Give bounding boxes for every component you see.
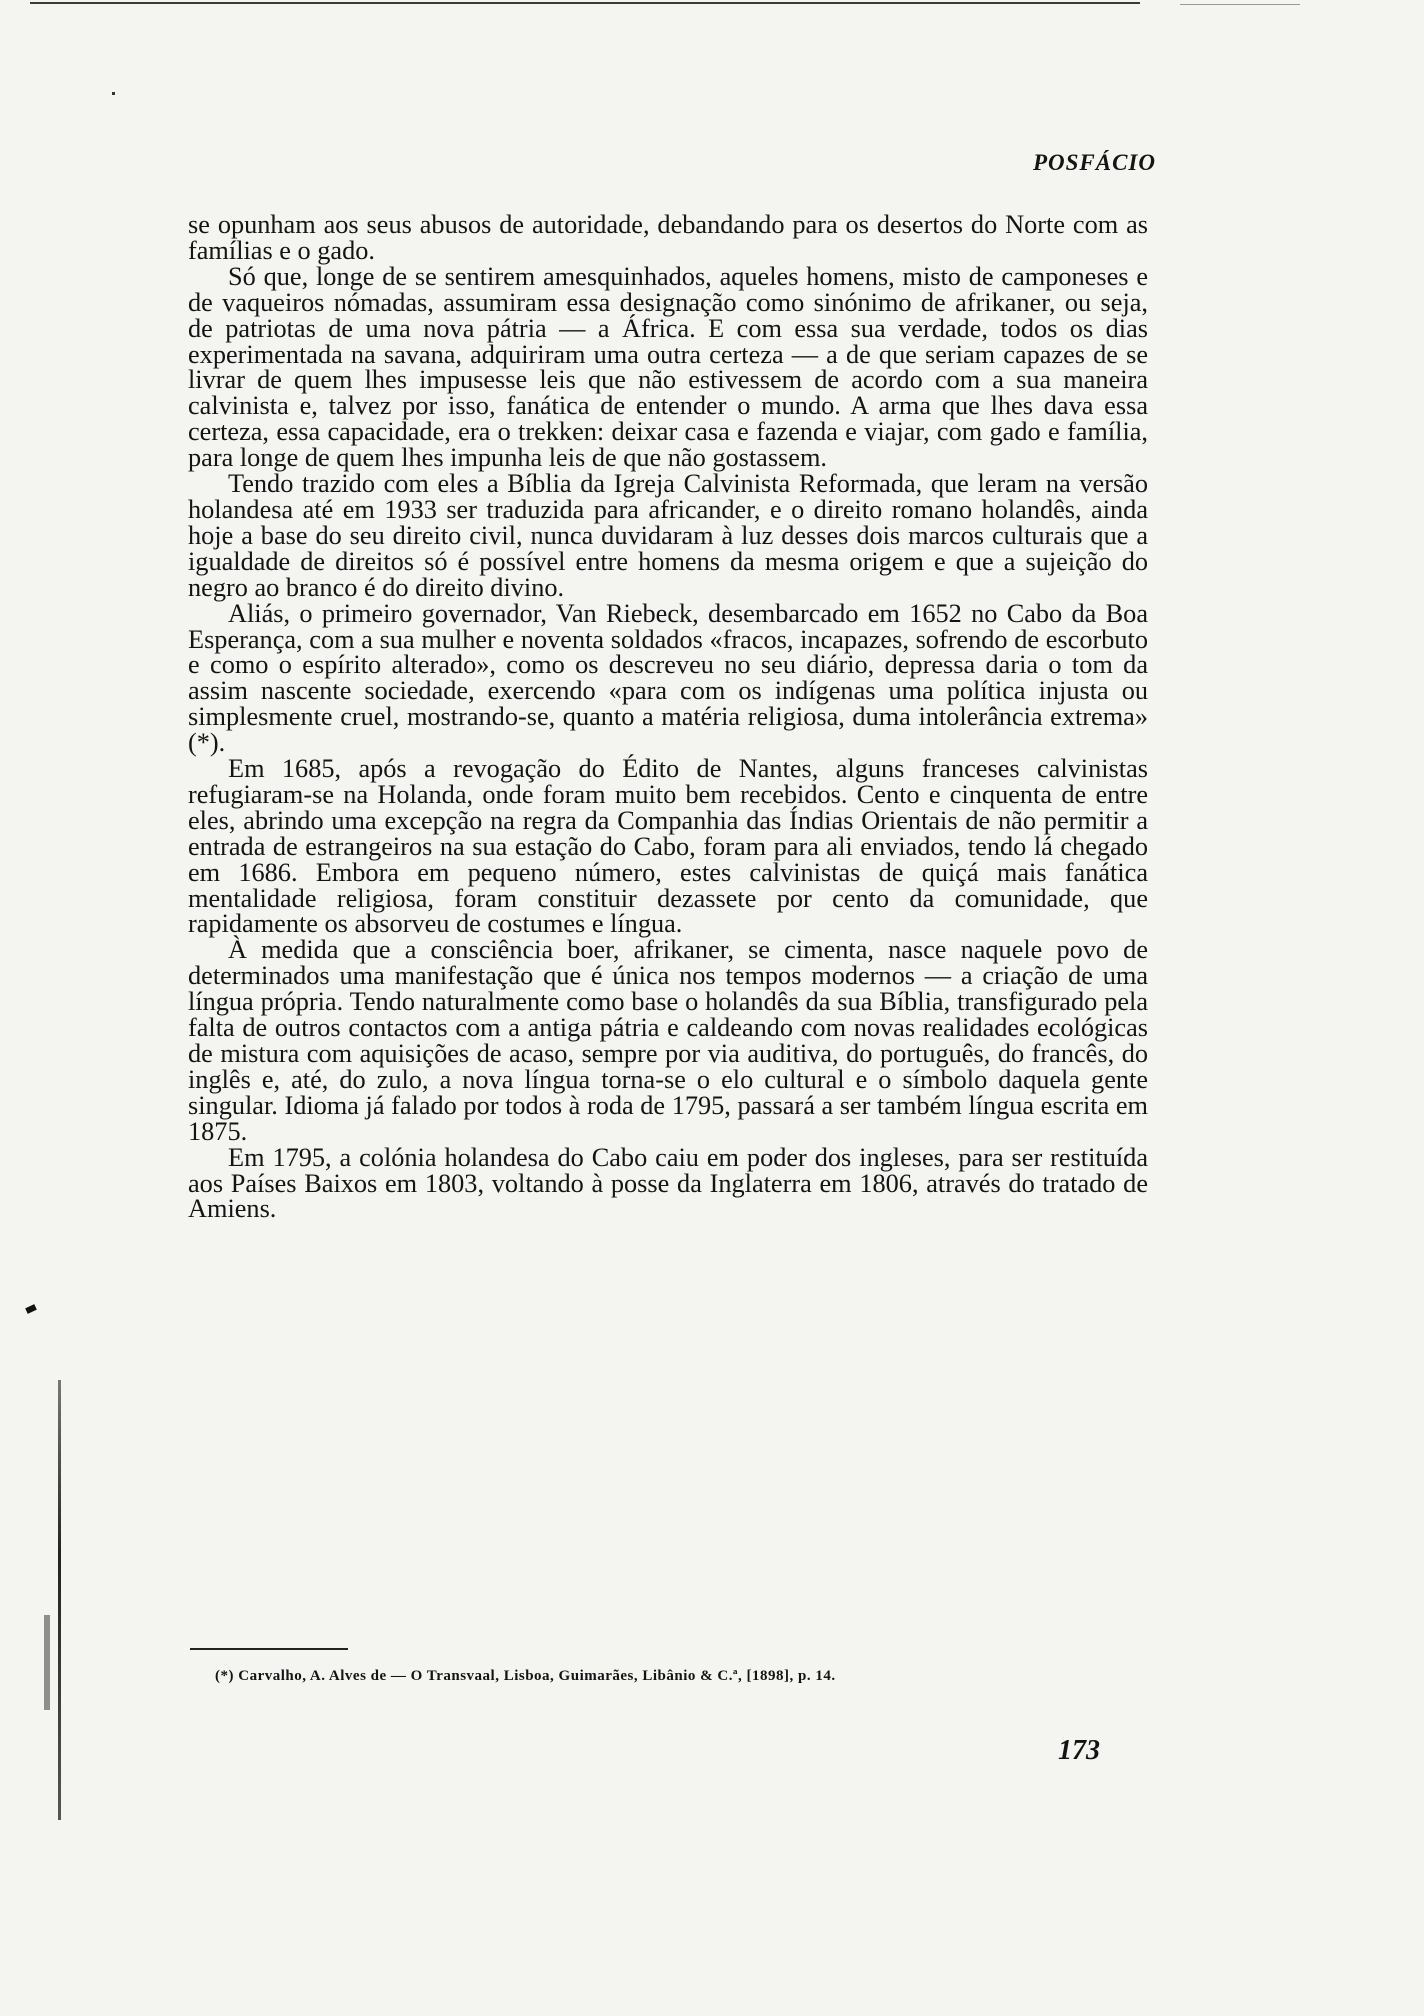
paragraph-3: Tendo trazido com eles a Bíblia da Igreja Calvinista Reformada, que leram na versão holandesa até em 1933 ser traduzida para africander, e o direito romano holandês, ainda hoje a base do seu direito civil, nunca duvidaram à luz desses dois marcos culturais que a igualdade de direitos só é possível entre homens da mesma origem e que a sujeição do negro ao branco é do direito divino. <box>188 469 1148 602</box>
paragraph-7: Em 1795, a colónia holandesa do Cabo caiu em poder dos ingleses, para ser restituída aos Países Baixos em 1803, voltando à posse da Inglaterra em 1806, através do tratado de Amiens. <box>188 1142 1148 1224</box>
paragraph-1: se opunham aos seus abusos de autoridade, debandando para os desertos do Norte com as famílias e o gado. <box>188 210 1148 265</box>
paragraph-5: Em 1685, após a revogação do Édito de Nantes, alguns franceses calvinistas refugiaram-se na Holanda, onde foram muito bem recebidos. Cento e cinquenta de entre eles, abrindo uma excepção na regra da Companhia das Índias Orientais de não permitir a entrada de estrangeiros na sua estação do Cabo, foram para ali enviados, tendo lá chegado em 1686. Embora em pequeno número, estes calvinistas de quiçá mais fanática mentalidade religiosa, foram constituir dezassete por cento da comunidade, que rapidamente os absorveu de costumes e língua. <box>188 754 1148 939</box>
scan-ink-mark <box>25 1304 37 1314</box>
footnote: (*) Carvalho, A. Alves de — O Transvaal, Lisboa, Guimarães, Libânio & C.ª, [1898], p. 14. <box>215 1668 836 1684</box>
paragraph-2: Só que, longe de se sentirem amesquinhados, aqueles homens, misto de camponeses e de vaqueiros nómadas, assumiram essa designação como sinónimo de afrikaner, ou seja, de patriotas de uma nova pátria — a África. E com essa sua verdade, todos os dias experimentada na savana, adquiriram uma outra certeza — a de que seriam capazes de se livrar de quem lhes impusesse leis que não estivessem de acordo com a sua maneira calvinista e, talvez por isso, fanática de entender o mundo. A arma que lhes dava essa certeza, essa capacidade, era o trekken: deixar casa e fazenda e viajar, com gado e família, para longe de quem lhes impunha leis de que não gostassem. <box>188 261 1148 473</box>
paragraph-4: Aliás, o primeiro governador, Van Riebeck, desembarcado em 1652 no Cabo da Boa Esperança, com a sua mulher e noventa soldados «fracos, incapazes, sofrendo de escorbuto e como o espírito alterado», como os descreveu no seu diário, depressa daria o tom da assim nascente sociedade, exercendo «para com os indígenas uma política injusta ou simplesmente cruel, mostrando-se, quanto a matéria religiosa, duma intolerância extrema» (*). <box>188 598 1148 758</box>
scan-edge-top-fragment <box>1180 4 1300 5</box>
paragraph-6: À medida que a consciência boer, afrikaner, se cimenta, nasce naquele povo de determinados uma manifestação que é única nos tempos modernos — a criação de uma língua própria. Tendo naturalmente como base o holandês da sua Bíblia, transfigurado pela falta de outros contactos com a antiga pátria e caldeando com novas realidades ecológicas de mistura com aquisições de acaso, sempre por via auditiva, do português, do francês, do inglês e, até, do zulo, a nova língua torna-se o elo cultural e o símbolo daquela gente singular. Idioma já falado por todos à roda de 1795, passará a ser também língua escrita em 1875. <box>188 935 1148 1146</box>
footnote-rule <box>190 1648 348 1650</box>
scan-edge-top <box>30 2 1140 4</box>
page-number: 173 <box>1058 1735 1100 1766</box>
scan-edge-left <box>58 1380 61 1820</box>
scan-edge-left-shadow <box>44 1615 50 1710</box>
scan-dust-dot <box>112 92 115 95</box>
body-text <box>188 212 1148 1222</box>
running-head: POSFÁCIO <box>1032 150 1156 175</box>
